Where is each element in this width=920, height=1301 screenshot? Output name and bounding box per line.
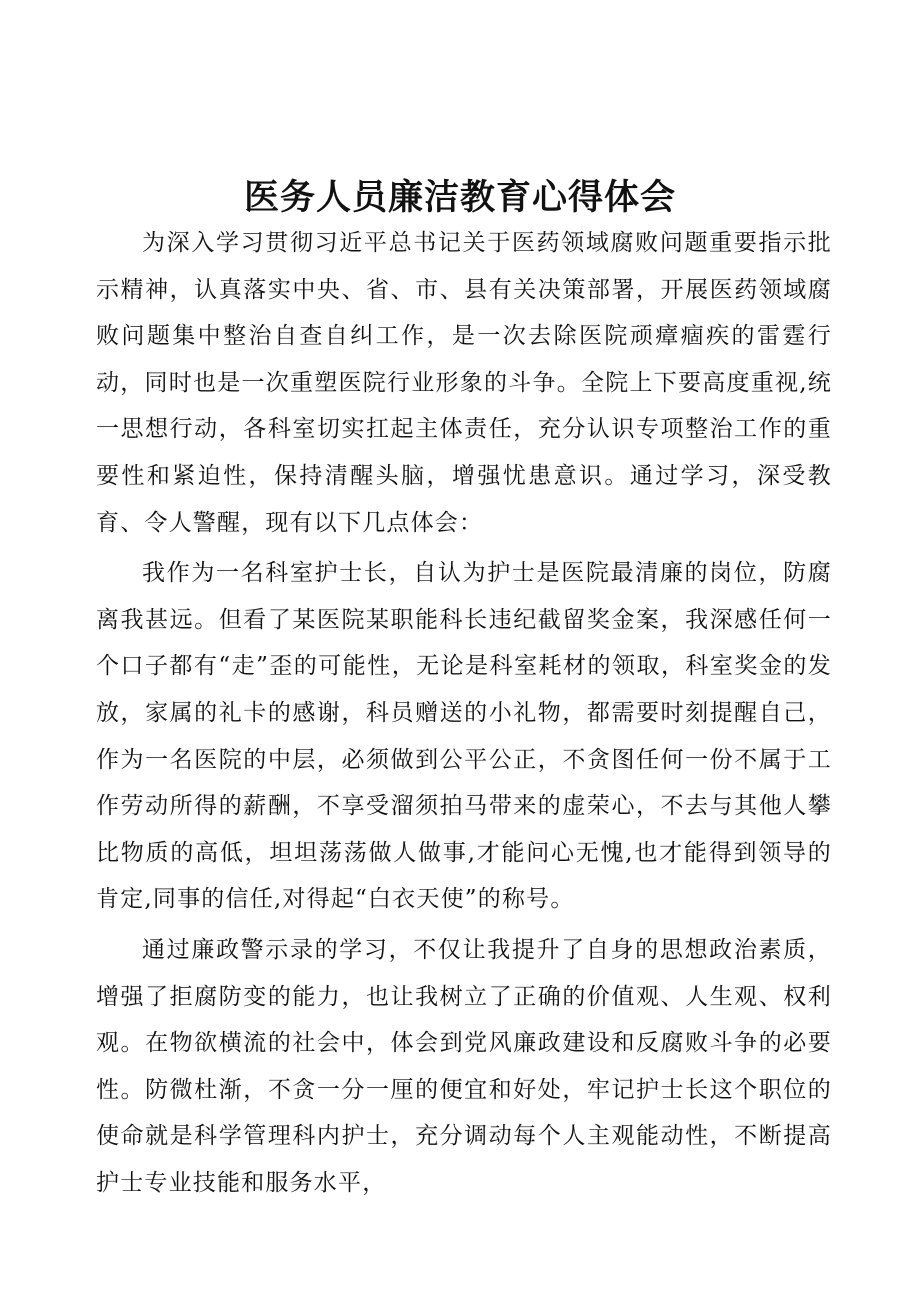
paragraph-1: 为深入学习贯彻习近平总书记关于医药领域腐败问题重要指示批示精神，认真落实中央、省、市、县有关决策部署，开展医药领域腐败问题集中整治自查自纠工作，是一次去除医院顽瘴痼疾的雷霆行动，同时也是一次重塑医院行业形象的斗争。全院上下要高度重视,统一思想行动，各科室切实扛起主体责任，充分认识专项整治工作的重要性和紧迫性，保持清醒头脑，增强忧患意识。通过学习，深受教育、令人警醒，现有以下几点体会： [96,230,832,536]
document-title: 医务人员廉洁教育心得体会 [243,178,676,219]
paragraph-3: 通过廉政警示录的学习，不仅让我提升了自身的思想政治素质，增强了拒腐防变的能力，也让我树立了正确的价值观、人生观、权利观。在物欲横流的社会中，体会到党风廉政建设和反腐败斗争的必要性。防微杜渐，不贪一分一厘的便宜和好处，牢记护士长这个职位的使命就是科学管理科内护士，充分调动每个人主观能动性，不断提高护士专业技能和服务水平， [96,936,832,1196]
document-body [96,220,832,1206]
paragraph-2: 我作为一名科室护士长，自认为护士是医院最清廉的岗位，防腐离我甚远。但看了某医院某职能科长违纪截留奖金案，我深感任何一个口子都有“走”歪的可能性，无论是科室耗材的领取，科室奖金的发放，家属的礼卡的感谢，科员赠送的小礼物，都需要时刻提醒自己，作为一名医院的中层，必须做到公平公正，不贪图任何一份不属于工作劳动所得的薪酬，不享受溜须拍马带来的虚荣心，不去与其他人攀比物质的高低，坦坦荡荡做人做事,才能问心无愧,也才能得到领导的肯定,同事的信任,对得起“白衣天使”的称号。 [96,560,832,913]
